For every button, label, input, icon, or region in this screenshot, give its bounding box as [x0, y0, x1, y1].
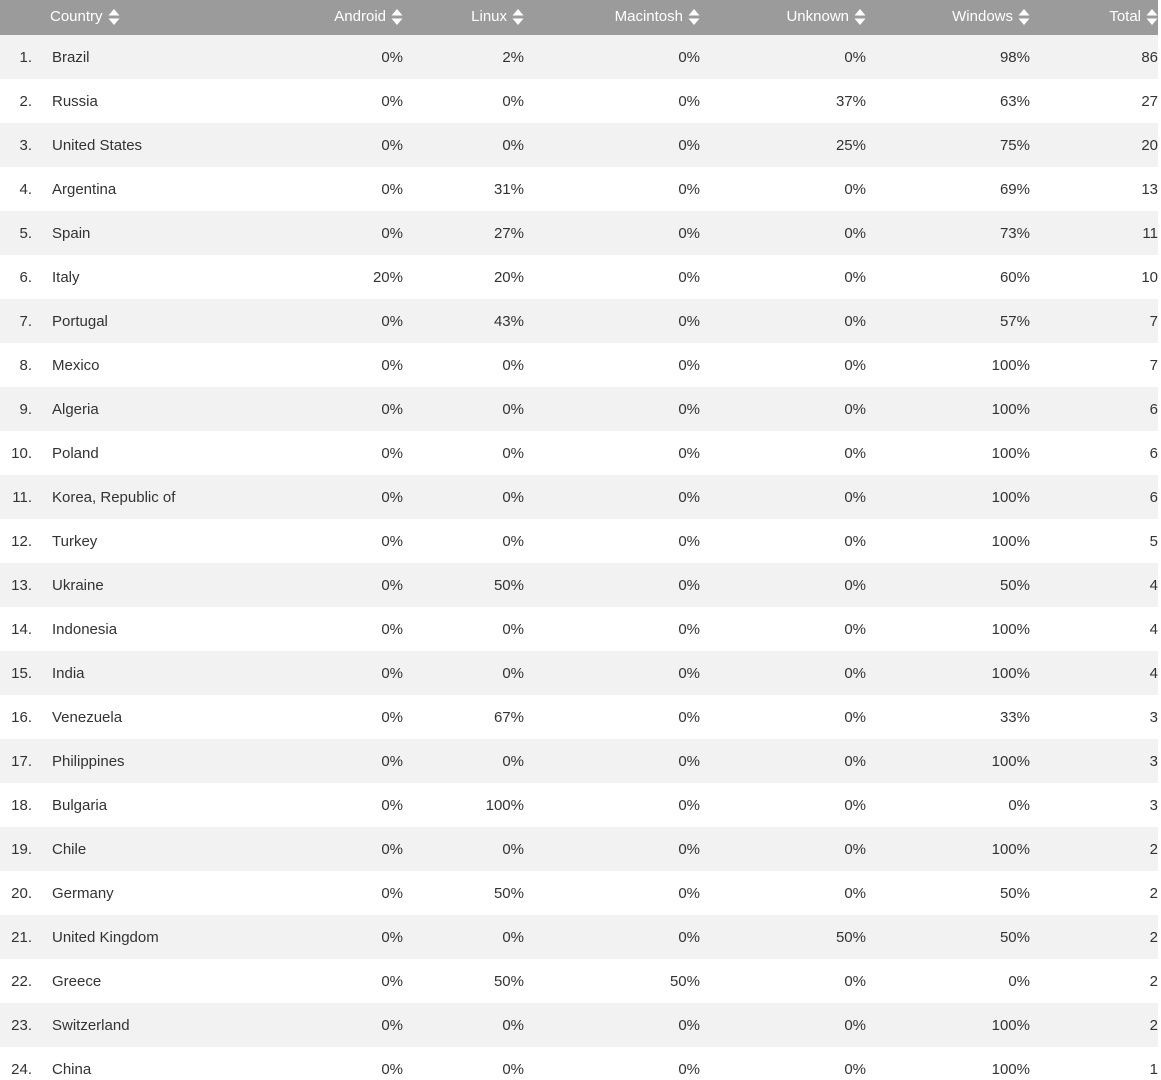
cell-macintosh: 0%: [678, 136, 700, 154]
header-country-label: Country: [50, 8, 103, 26]
cell-country: Poland: [52, 444, 99, 462]
cell-unknown: 0%: [844, 620, 866, 638]
cell-unknown: 0%: [844, 1016, 866, 1034]
cell-unknown: 0%: [844, 444, 866, 462]
cell-linux: 20%: [493, 268, 524, 286]
table-row: [0, 563, 1158, 607]
cell-rank: 20.: [11, 884, 32, 902]
cell-linux: 2%: [502, 48, 524, 66]
cell-rank: 13.: [11, 576, 32, 594]
sort-icon[interactable]: [854, 8, 866, 26]
cell-total: 2: [1149, 928, 1158, 946]
cell-total: 2: [1149, 1016, 1158, 1034]
cell-macintosh: 0%: [678, 444, 700, 462]
cell-rank: 9.: [19, 400, 32, 418]
header-windows-label: Windows: [952, 8, 1013, 26]
cell-total: 4: [1149, 664, 1158, 682]
table-row: [0, 915, 1158, 959]
table-row: [0, 255, 1158, 299]
cell-total: 7: [1149, 312, 1158, 330]
cell-total: 2: [1149, 884, 1158, 902]
table-row: [0, 783, 1158, 827]
cell-rank: 5.: [19, 224, 32, 242]
table-row: [0, 607, 1158, 651]
cell-macintosh: 0%: [678, 180, 700, 198]
cell-android: 20%: [372, 268, 403, 286]
cell-unknown: 0%: [844, 576, 866, 594]
cell-linux: 0%: [502, 1016, 524, 1034]
header-total-label: Total: [1109, 8, 1141, 26]
cell-rank: 15.: [11, 664, 32, 682]
cell-rank: 3.: [19, 136, 32, 154]
cell-android: 0%: [381, 312, 403, 330]
cell-unknown: 0%: [844, 48, 866, 66]
cell-total: 3: [1149, 752, 1158, 770]
cell-country: Chile: [52, 840, 87, 858]
cell-linux: 67%: [493, 708, 524, 726]
cell-rank: 16.: [11, 708, 32, 726]
cell-country: China: [52, 1060, 92, 1078]
cell-windows: 100%: [991, 356, 1030, 374]
header-unknown-label: Unknown: [786, 8, 849, 26]
cell-windows: 100%: [991, 1060, 1030, 1078]
table-row: [0, 35, 1158, 79]
cell-total: 6: [1149, 488, 1158, 506]
cell-country: Russia: [52, 92, 98, 110]
cell-country: Ukraine: [52, 576, 104, 594]
header-windows-sort[interactable]: [866, 0, 1030, 35]
cell-windows: 50%: [999, 884, 1030, 902]
cell-country: Brazil: [52, 48, 90, 66]
cell-android: 0%: [381, 1016, 403, 1034]
table-row: [0, 431, 1158, 475]
table-row: [0, 167, 1158, 211]
cell-macintosh: 0%: [678, 664, 700, 682]
cell-unknown: 0%: [844, 840, 866, 858]
cell-unknown: 0%: [844, 796, 866, 814]
cell-total: 4: [1149, 620, 1158, 638]
cell-linux: 50%: [493, 884, 524, 902]
cell-macintosh: 50%: [669, 972, 700, 990]
cell-total: 13: [1141, 180, 1158, 198]
cell-rank: 24.: [11, 1060, 32, 1078]
cell-android: 0%: [381, 752, 403, 770]
cell-linux: 0%: [502, 664, 524, 682]
cell-android: 0%: [381, 488, 403, 506]
cell-country: Philippines: [52, 752, 125, 770]
header-total-sort[interactable]: [1030, 0, 1158, 35]
cell-android: 0%: [381, 708, 403, 726]
cell-country: Mexico: [52, 356, 100, 374]
cell-macintosh: 0%: [678, 840, 700, 858]
cell-android: 0%: [381, 400, 403, 418]
header-macintosh-sort[interactable]: [524, 0, 700, 35]
table-row: [0, 299, 1158, 343]
cell-rank: 1.: [19, 48, 32, 66]
cell-country: Argentina: [52, 180, 117, 198]
cell-unknown: 0%: [844, 488, 866, 506]
cell-windows: 100%: [991, 1016, 1030, 1034]
header-macintosh-label: Macintosh: [614, 8, 683, 26]
cell-rank: 12.: [11, 532, 32, 550]
table-header: [0, 0, 1158, 35]
cell-windows: 69%: [999, 180, 1030, 198]
header-android-sort[interactable]: [306, 0, 403, 35]
cell-android: 0%: [381, 664, 403, 682]
cell-total: 4: [1149, 576, 1158, 594]
sort-icon[interactable]: [688, 8, 700, 26]
cell-total: 2: [1149, 972, 1158, 990]
cell-windows: 100%: [991, 840, 1030, 858]
cell-android: 0%: [381, 928, 403, 946]
sort-icon[interactable]: [391, 8, 403, 26]
cell-linux: 0%: [502, 1060, 524, 1078]
cell-macintosh: 0%: [678, 356, 700, 374]
cell-macintosh: 0%: [678, 708, 700, 726]
cell-linux: 0%: [502, 356, 524, 374]
cell-windows: 100%: [991, 488, 1030, 506]
header-row: [0, 0, 1158, 35]
cell-windows: 100%: [991, 752, 1030, 770]
cell-country: United Kingdom: [52, 928, 159, 946]
cell-rank: 2.: [19, 92, 32, 110]
cell-rank: 7.: [19, 312, 32, 330]
cell-macintosh: 0%: [678, 400, 700, 418]
cell-total: 7: [1149, 356, 1158, 374]
cell-windows: 100%: [991, 620, 1030, 638]
table-row: [0, 343, 1158, 387]
cell-country: Italy: [52, 268, 80, 286]
cell-macintosh: 0%: [678, 620, 700, 638]
cell-total: 6: [1149, 400, 1158, 418]
cell-macintosh: 0%: [678, 796, 700, 814]
sort-icon[interactable]: [1018, 8, 1030, 26]
cell-android: 0%: [381, 180, 403, 198]
cell-rank: 19.: [11, 840, 32, 858]
cell-linux: 100%: [485, 796, 524, 814]
cell-total: 3: [1149, 708, 1158, 726]
cell-unknown: 25%: [835, 136, 866, 154]
cell-unknown: 0%: [844, 356, 866, 374]
cell-android: 0%: [381, 620, 403, 638]
table-row: [0, 651, 1158, 695]
cell-linux: 0%: [502, 928, 524, 946]
cell-rank: 6.: [19, 268, 32, 286]
cell-android: 0%: [381, 532, 403, 550]
cell-rank: 8.: [19, 356, 32, 374]
sort-icon[interactable]: [108, 8, 120, 26]
table-body: [0, 35, 1158, 1080]
cell-country: Indonesia: [52, 620, 118, 638]
header-country-sort[interactable]: [32, 0, 306, 35]
table-row: [0, 123, 1158, 167]
cell-android: 0%: [381, 796, 403, 814]
cell-country: India: [52, 664, 85, 682]
cell-country: Greece: [52, 972, 102, 990]
header-rank: [0, 0, 32, 35]
cell-unknown: 0%: [844, 884, 866, 902]
cell-macintosh: 0%: [678, 576, 700, 594]
cell-total: 3: [1149, 796, 1158, 814]
cell-rank: 18.: [11, 796, 32, 814]
cell-linux: 0%: [502, 444, 524, 462]
table-row: [0, 695, 1158, 739]
cell-country: Germany: [52, 884, 114, 902]
cell-country: Portugal: [52, 312, 108, 330]
table-row: [0, 519, 1158, 563]
cell-total: 6: [1149, 444, 1158, 462]
table-row: [0, 739, 1158, 783]
cell-windows: 33%: [999, 708, 1030, 726]
cell-linux: 0%: [502, 136, 524, 154]
table-row: [0, 79, 1158, 123]
cell-linux: 50%: [493, 576, 524, 594]
cell-macintosh: 0%: [678, 884, 700, 902]
cell-windows: 73%: [999, 224, 1030, 242]
table-row: [0, 211, 1158, 255]
cell-rank: 21.: [11, 928, 32, 946]
cell-android: 0%: [381, 444, 403, 462]
cell-android: 0%: [381, 48, 403, 66]
cell-unknown: 0%: [844, 708, 866, 726]
cell-rank: 10.: [11, 444, 32, 462]
cell-macintosh: 0%: [678, 1060, 700, 1078]
cell-total: 5: [1149, 532, 1158, 550]
cell-macintosh: 0%: [678, 224, 700, 242]
table-row: [0, 1003, 1158, 1047]
cell-rank: 23.: [11, 1016, 32, 1034]
cell-macintosh: 0%: [678, 532, 700, 550]
cell-linux: 0%: [502, 488, 524, 506]
cell-linux: 0%: [502, 532, 524, 550]
cell-windows: 0%: [1008, 972, 1030, 990]
cell-linux: 27%: [493, 224, 524, 242]
cell-unknown: 0%: [844, 532, 866, 550]
cell-macintosh: 0%: [678, 268, 700, 286]
table-row: [0, 387, 1158, 431]
cell-windows: 0%: [1008, 796, 1030, 814]
cell-linux: 50%: [493, 972, 524, 990]
cell-macintosh: 0%: [678, 312, 700, 330]
cell-country: Switzerland: [52, 1016, 130, 1034]
table-row: [0, 827, 1158, 871]
cell-unknown: 0%: [844, 752, 866, 770]
cell-android: 0%: [381, 884, 403, 902]
header-linux-sort[interactable]: [403, 0, 524, 35]
cell-linux: 0%: [502, 840, 524, 858]
cell-unknown: 0%: [844, 972, 866, 990]
cell-unknown: 0%: [844, 1060, 866, 1078]
cell-unknown: 37%: [835, 92, 866, 110]
cell-total: 1: [1149, 1060, 1158, 1078]
cell-total: 11: [1142, 224, 1158, 242]
table-row: [0, 871, 1158, 915]
cell-unknown: 0%: [844, 664, 866, 682]
cell-windows: 100%: [991, 400, 1030, 418]
cell-windows: 98%: [999, 48, 1030, 66]
cell-windows: 60%: [999, 268, 1030, 286]
cell-unknown: 0%: [844, 400, 866, 418]
cell-unknown: 0%: [844, 180, 866, 198]
cell-windows: 75%: [999, 136, 1030, 154]
cell-country: Bulgaria: [52, 796, 108, 814]
cell-total: 27: [1141, 92, 1158, 110]
cell-rank: 11.: [12, 488, 32, 506]
cell-unknown: 0%: [844, 312, 866, 330]
cell-macintosh: 0%: [678, 48, 700, 66]
cell-macintosh: 0%: [678, 92, 700, 110]
table-row: [0, 959, 1158, 1003]
cell-linux: 43%: [493, 312, 524, 330]
cell-macintosh: 0%: [678, 1016, 700, 1034]
cell-windows: 57%: [999, 312, 1030, 330]
cell-linux: 0%: [502, 92, 524, 110]
cell-android: 0%: [381, 92, 403, 110]
cell-macintosh: 0%: [678, 928, 700, 946]
cell-rank: 22.: [11, 972, 32, 990]
cell-android: 0%: [381, 356, 403, 374]
cell-rank: 14.: [11, 620, 32, 638]
cell-linux: 0%: [502, 400, 524, 418]
cell-country: Algeria: [52, 400, 99, 418]
cell-total: 2: [1149, 840, 1158, 858]
cell-windows: 100%: [991, 664, 1030, 682]
cell-total: 86: [1141, 48, 1158, 66]
cell-android: 0%: [381, 224, 403, 242]
cell-windows: 63%: [999, 92, 1030, 110]
header-android-label: Android: [334, 8, 386, 26]
cell-android: 0%: [381, 840, 403, 858]
cell-total: 10: [1141, 268, 1158, 286]
cell-android: 0%: [381, 1060, 403, 1078]
table-row: [0, 1047, 1158, 1080]
header-unknown-sort[interactable]: [700, 0, 866, 35]
sort-icon[interactable]: [1146, 8, 1158, 26]
cell-country: United States: [52, 136, 143, 154]
cell-linux: 31%: [493, 180, 524, 198]
cell-country: Korea, Republic of: [52, 488, 176, 506]
cell-rank: 17.: [11, 752, 32, 770]
sort-icon[interactable]: [512, 8, 524, 26]
cell-android: 0%: [381, 136, 403, 154]
header-linux-label: Linux: [471, 8, 507, 26]
cell-total: 20: [1141, 136, 1158, 154]
cell-linux: 0%: [502, 752, 524, 770]
cell-linux: 0%: [502, 620, 524, 638]
cell-country: Turkey: [52, 532, 98, 550]
table-row: [0, 475, 1158, 519]
cell-windows: 100%: [991, 532, 1030, 550]
cell-windows: 50%: [999, 928, 1030, 946]
cell-windows: 50%: [999, 576, 1030, 594]
cell-unknown: 0%: [844, 224, 866, 242]
cell-android: 0%: [381, 972, 403, 990]
cell-macintosh: 0%: [678, 752, 700, 770]
cell-unknown: 50%: [835, 928, 866, 946]
cell-country: Spain: [52, 224, 91, 242]
cell-windows: 100%: [991, 444, 1030, 462]
cell-android: 0%: [381, 576, 403, 594]
cell-country: Venezuela: [52, 708, 123, 726]
cell-rank: 4.: [19, 180, 32, 198]
cell-macintosh: 0%: [678, 488, 700, 506]
cell-unknown: 0%: [844, 268, 866, 286]
